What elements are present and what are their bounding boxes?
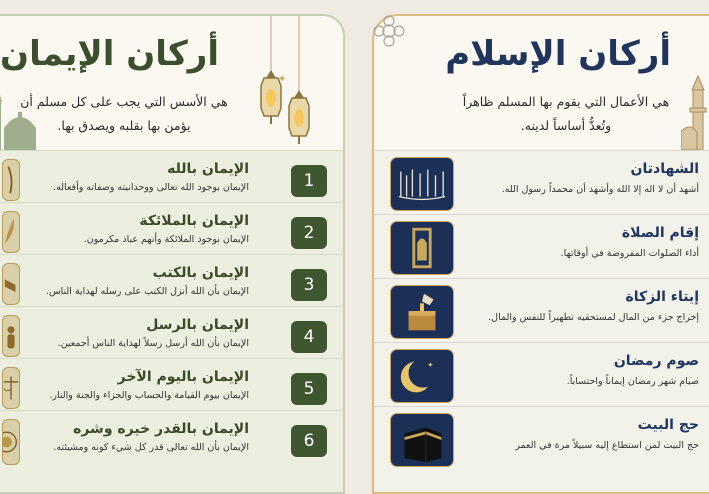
islam-list: [374, 150, 709, 492]
item-title: الإيمان بالملائكة: [139, 213, 249, 229]
item-title: إيتاء الزكاة: [625, 289, 699, 305]
item-title: الإيمان بالكتب: [152, 265, 249, 281]
item-number-badge: 5: [291, 373, 327, 405]
iman-title: أركان الإيمان: [0, 34, 219, 74]
item-number-badge: 3: [291, 269, 327, 301]
item-number-badge: 6: [291, 425, 327, 457]
ornament-icon: [2, 419, 20, 465]
list-item: [0, 255, 343, 307]
islam-subtitle: هي الأعمال التي يقوم بها المسلم ظاهراً وتُعدُّ أساساً لدينه.: [462, 94, 670, 133]
item-desc: الإيمان بأن الله تعالى قدر كل شيء كونه ومشيئته.: [53, 442, 249, 453]
islam-header: [374, 16, 709, 148]
item-desc: الإيمان بوجود الملائكة وأنهم عباد مكرمون.: [83, 234, 249, 245]
item-title: الإيمان بالرسل: [146, 317, 249, 333]
iman-header: [0, 16, 343, 148]
item-title: الإيمان بالله: [167, 161, 249, 177]
svg-text:✦: ✦: [427, 360, 434, 370]
list-item: [0, 203, 343, 255]
minaret-icon: [681, 74, 709, 150]
list-item: [374, 279, 709, 343]
star-icon: ✦: [278, 74, 287, 85]
scales-icon: [2, 367, 20, 409]
item-title: إقام الصلاة: [621, 225, 699, 241]
book-icon: [2, 263, 20, 305]
iman-list: [0, 150, 343, 492]
item-desc: الإيمان بأن الله أنزل الكتب على رسله لهداية الناس.: [46, 286, 249, 297]
item-desc: أداء الصلوات المفروضة في أوقاتها.: [560, 248, 699, 259]
item-title: الإيمان بالقدر خيره وشره: [73, 421, 249, 437]
item-number-badge: 1: [291, 165, 327, 197]
islam-title: أركان الإسلام: [445, 34, 671, 74]
list-item: [0, 307, 343, 359]
iman-subtitle: هي الأسس التي يجب على كل مسلم أن يؤمن بها بقلبه ويصدق بها.: [20, 94, 228, 133]
lantern-icon: [284, 16, 314, 148]
list-item: [0, 151, 343, 203]
item-desc: صيام شهر رمضان إيماناً واحتساباً.: [566, 376, 699, 387]
kaaba-icon: [390, 413, 454, 467]
item-desc: حج البيت لمن استطاع إليه سبيلاً مرة في العمر: [515, 440, 699, 451]
list-item: [374, 215, 709, 279]
item-number-badge: 4: [291, 321, 327, 353]
item-desc: الإيمان بوجود الله تعالى ووحدانيته وصفاته وأفعاله.: [53, 182, 249, 193]
item-desc: إخراج جزء من المال لمستحقيه تطهيراً للنفس والمال.: [488, 312, 699, 323]
prayer-mat-icon: [390, 221, 454, 275]
calligraphy-icon: [2, 159, 20, 201]
item-title: الشهادتان: [630, 161, 699, 177]
shahada-calligraphy-icon: [390, 157, 454, 211]
item-title: حج البيت: [637, 417, 699, 433]
list-item: [0, 411, 343, 494]
item-number-badge: 2: [291, 217, 327, 249]
iman-panel: [0, 14, 345, 494]
floral-ornament-icon: [370, 12, 408, 50]
item-desc: الإيمان بيوم القيامة والحساب والجزاء والجنة والنار.: [49, 390, 249, 401]
lantern-icon: [256, 16, 286, 126]
item-title: الإيمان باليوم الآخر: [117, 369, 249, 385]
item-desc: الإيمان بأن الله أرسل رسلاً لهداية الناس أجمعين.: [57, 338, 249, 349]
list-item: [374, 343, 709, 407]
donation-box-icon: [390, 285, 454, 339]
person-icon: [2, 315, 20, 357]
wing-icon: [2, 211, 20, 253]
list-item: [374, 151, 709, 215]
islam-panel: [372, 14, 709, 494]
list-item: [0, 359, 343, 411]
item-title: صوم رمضان: [613, 353, 699, 369]
item-desc: أشهد أن لا اله إلا الله وأشهد أن محمداً رسول الله.: [501, 184, 699, 195]
list-item: [374, 407, 709, 494]
crescent-moon-icon: [390, 349, 454, 403]
